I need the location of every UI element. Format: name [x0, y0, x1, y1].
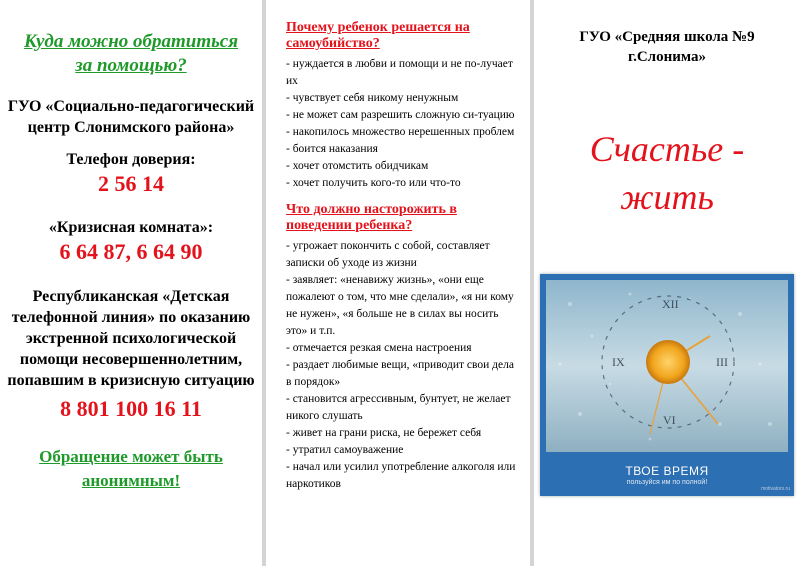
help-heading: Куда можно обратиться за помощью? [23, 31, 239, 76]
poster-subtitle: пользуйся им по полной! [626, 479, 708, 486]
svg-text:XII: XII [662, 297, 679, 311]
hotline-label: Телефон доверия: [66, 151, 196, 168]
list-item: - накопилось множество нерешенных проблем [286, 126, 515, 138]
list-item: - хочет получить кого-то или что-то [286, 177, 461, 189]
list-item: - начал или усилил употребление алкоголя или наркотиков [286, 461, 516, 490]
list-item: - отмечается резкая смена настроения [286, 342, 472, 354]
anonymous-note: Обращение может быть анонимным! [39, 447, 223, 490]
svg-text:VI: VI [663, 413, 676, 427]
poster-title: ТВОЕ ВРЕМЯ [625, 464, 709, 478]
list-item: - чувствует себя никому ненужным [286, 92, 459, 104]
org-social-center: ГУО «Социально-педагогический центр Слонимского района» [7, 98, 255, 136]
crisis-room-label: «Кризисная комната»: [48, 219, 214, 236]
middle-panel [266, 0, 530, 566]
list-item: - утратил самоуважение [286, 444, 404, 456]
list-item: - заявляет: «ненавижу жизнь», «они еще пожалеют о том, что мне сделали», «я ни кому не нужен», «я больше не в силах вы носить это» и т.п. [286, 274, 514, 337]
child-helpline-number: 8 801 100 16 11 [60, 396, 202, 421]
svg-text:III: III [716, 355, 728, 369]
alert-list [286, 238, 520, 493]
list-item: - боится наказания [286, 143, 378, 155]
why-list [286, 56, 520, 192]
list-item: - раздает любимые вещи, «приводит свои дела в порядок» [286, 359, 514, 388]
org-child-helpline: Республиканская «Детская телефонной линия» по оказанию экстренной психологической помощи несовершеннолетним, попавшим в кризисную ситуацию [7, 288, 255, 389]
alert-heading: Что должно насторожить в поведении ребенка? [286, 202, 457, 233]
hotline-number: 2 56 14 [98, 171, 164, 196]
right-panel [534, 0, 800, 566]
crisis-room-numbers: 6 64 87, 6 64 90 [59, 239, 203, 264]
list-item: - не может сам разрешить сложную си-туацию [286, 109, 515, 121]
poster-site: motivators.ru [761, 486, 790, 492]
motivator-poster [540, 274, 794, 496]
brochure-title: Счастье - жить [589, 129, 745, 217]
svg-text:IX: IX [612, 355, 625, 369]
list-item: - нуждается в любви и помощи и не по-лучает их [286, 58, 513, 87]
why-heading: Почему ребенок решается на самоубийство? [286, 20, 470, 51]
list-item: - угрожает покончить с собой, составляет записки об уходе из жизни [286, 240, 490, 269]
list-item: - становится агрессивным, бунтует, не желает никого слушать [286, 393, 511, 422]
list-item: - живет на грани риска, не бережет себя [286, 427, 482, 439]
list-item: - хочет отомстить обидчикам [286, 160, 429, 172]
clock-on-wet-glass-icon [540, 274, 794, 456]
left-panel [0, 0, 262, 566]
school-name: ГУО «Средняя школа №9 г.Слонима» [579, 29, 755, 65]
